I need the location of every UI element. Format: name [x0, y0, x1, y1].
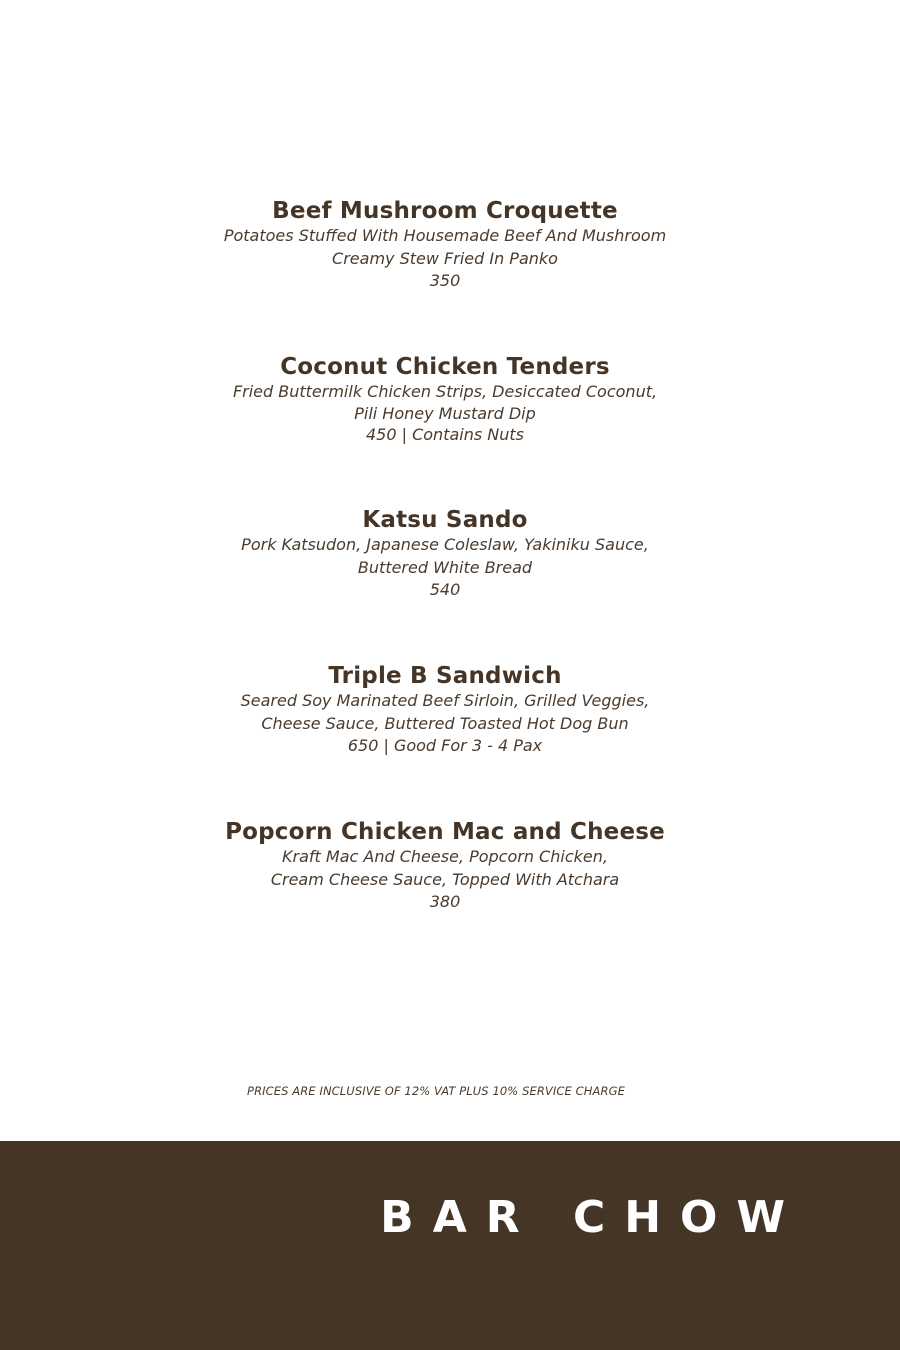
menu-item: [0, 506, 890, 602]
menu-item-description-line: Kraft Mac And Cheese, Popcorn Chicken,: [282, 847, 608, 866]
menu-item-name: Triple B Sandwich: [328, 663, 562, 689]
menu-item-description-line: Pork Katsudon, Japanese Coleslaw, Yakiniku Sauce,: [241, 535, 649, 554]
menu-item-description-line: Cream Cheese Sauce, Topped With Atchara: [270, 869, 620, 889]
menu-item-name: Katsu Sando: [362, 507, 528, 533]
pricing-disclaimer: PRICES ARE INCLUSIVE OF 12% VAT PLUS 10% SERVICE CHARGE: [247, 1084, 625, 1098]
menu-item-description-line: Buttered White Bread: [357, 557, 533, 577]
menu-item-description: [0, 690, 890, 735]
menu-item-description-line: Creamy Stew Fried In Panko: [332, 248, 558, 268]
menu-item-description-line: Seared Soy Marinated Beef Sirloin, Grilled Veggies,: [240, 691, 650, 710]
footer-banner: [0, 1141, 900, 1350]
menu-item-price: 350: [429, 271, 461, 290]
menu-item-price: 380: [429, 892, 461, 911]
menu-item-description: [0, 534, 890, 579]
menu-item-description-line: Cheese Sauce, Buttered Toasted Hot Dog Bun: [261, 713, 629, 733]
menu-item-price: 540: [429, 580, 461, 599]
menu-item-price: 450 | Contains Nuts: [365, 425, 524, 444]
menu-item-description-line: Fried Buttermilk Chicken Strips, Desiccated Coconut,: [232, 382, 658, 401]
menu-item-description: [0, 381, 890, 424]
menu-item-description-line: Pili Honey Mustard Dip: [354, 403, 536, 423]
menu-item-price: 650 | Good For 3 - 4 Pax: [347, 736, 543, 755]
menu-item-description-line: Potatoes Stuffed With Housemade Beef And Mushroom: [223, 226, 667, 245]
menu-item: [0, 818, 890, 914]
menu-item: [0, 662, 890, 758]
menu-item-name: Beef Mushroom Croquette: [272, 198, 618, 224]
menu-item: [0, 197, 890, 293]
menu-item: [0, 353, 890, 447]
section-title: BAR CHOW: [380, 1192, 804, 1243]
menu-item-description: [0, 225, 890, 270]
menu-item-description: [0, 846, 890, 891]
menu-item-name: Coconut Chicken Tenders: [280, 354, 610, 380]
menu-item-name: Popcorn Chicken Mac and Cheese: [225, 819, 665, 845]
